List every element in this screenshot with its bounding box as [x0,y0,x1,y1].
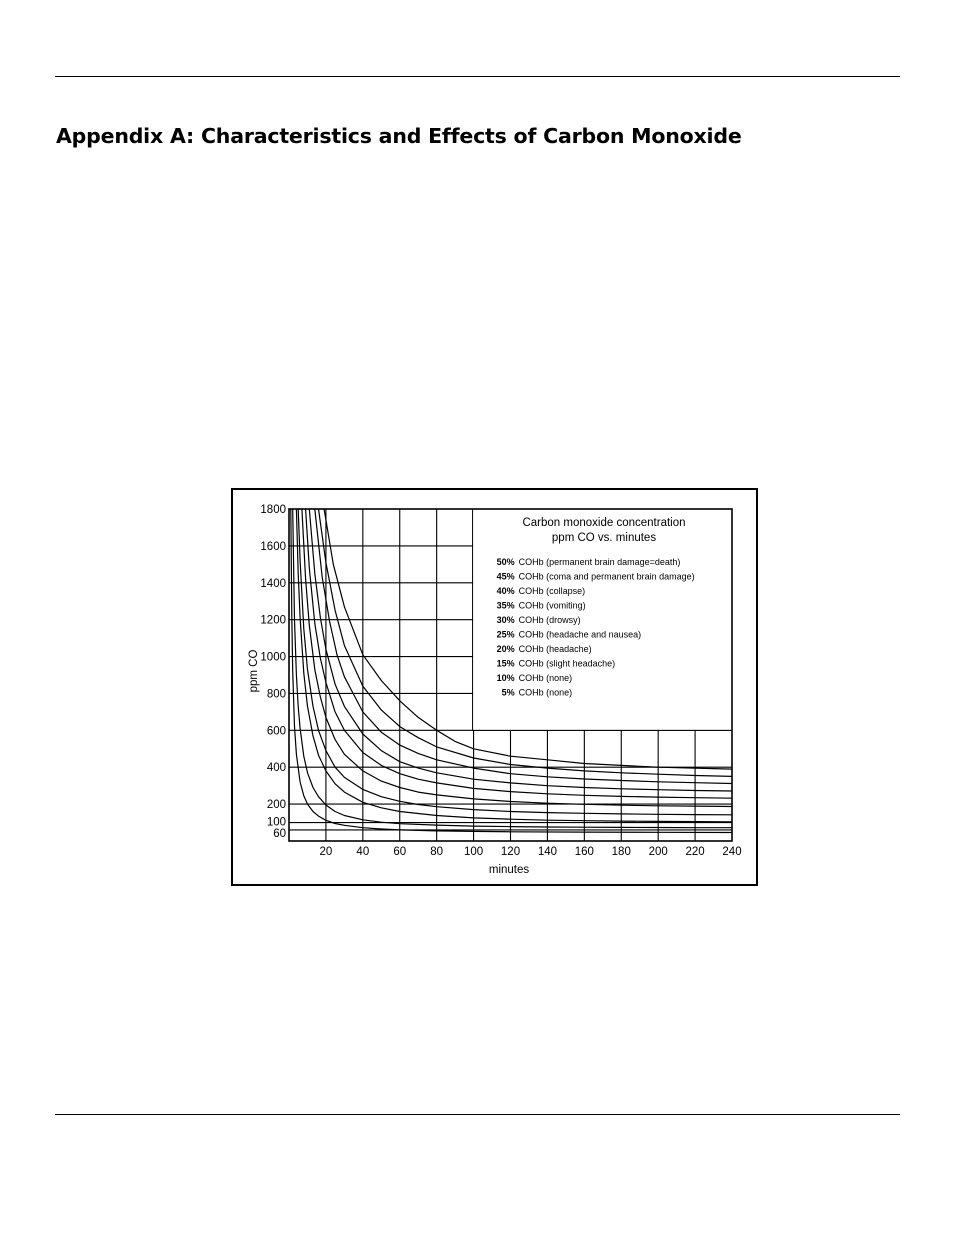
legend-label: COHb (slight headache) [518,658,616,669]
x-tick-label: 200 [648,846,668,858]
x-tick-label: 40 [356,846,370,858]
bottom-rule [55,1114,900,1115]
x-tick-label: 160 [574,846,594,858]
y-axis-label: ppm CO [248,649,260,693]
x-tick-label: 60 [393,846,407,858]
co-concentration-chart [231,488,759,888]
legend-percent: 40% [496,586,515,596]
legend-label: COHb (headache and nausea) [518,629,642,640]
x-tick-label: 140 [537,846,558,858]
y-tick-label: 800 [266,688,286,701]
y-tick-label: 1800 [260,504,286,516]
x-tick-label: 180 [611,846,631,858]
legend-label: COHb (vomiting) [518,600,586,611]
y-tick-label: 1000 [260,651,286,664]
x-tick-label: 220 [685,846,705,858]
legend-percent: 30% [496,615,515,625]
y-tick-label: 1200 [260,614,286,627]
chart-title: Carbon monoxide concentration [522,517,686,529]
legend-label: COHb (none) [518,687,573,698]
legend-percent: 20% [496,644,515,654]
x-tick-label: 20 [319,846,333,858]
legend-percent: 10% [496,673,515,683]
legend-label: COHb (headache) [518,644,592,654]
legend-label: COHb (drowsy) [518,615,581,625]
y-tick-label: 1600 [260,540,286,553]
chart-subtitle: ppm CO vs. minutes [551,532,657,544]
top-rule [55,76,900,77]
legend-label: COHb (none) [518,673,573,683]
y-tick-label: 1400 [260,577,286,590]
legend-label: COHb (permanent brain damage=death) [518,557,681,567]
x-axis-label: minutes [488,864,530,876]
x-tick-label: 100 [463,846,484,858]
y-tick-label: 100 [266,816,286,829]
legend-percent: 5% [501,687,515,698]
y-tick-label: 200 [266,799,286,812]
legend-label: COHb (collapse) [518,586,586,596]
y-tick-label: 600 [266,725,286,738]
x-tick-label: 80 [430,846,444,858]
legend-percent: 35% [496,600,515,611]
y-tick-label: 60 [273,827,286,840]
page-title: Appendix A: Characteristics and Effects of Carbon Monoxide [56,124,742,148]
legend-percent: 15% [496,658,515,669]
legend-percent: 50% [496,557,515,567]
x-tick-label: 240 [722,846,742,858]
y-tick-label: 400 [266,762,286,775]
figure-box [231,488,759,893]
legend-percent: 45% [496,571,515,582]
x-tick-label: 120 [500,846,521,858]
legend-percent: 25% [496,629,515,640]
legend-label: COHb (coma and permanent brain damage) [518,571,695,582]
